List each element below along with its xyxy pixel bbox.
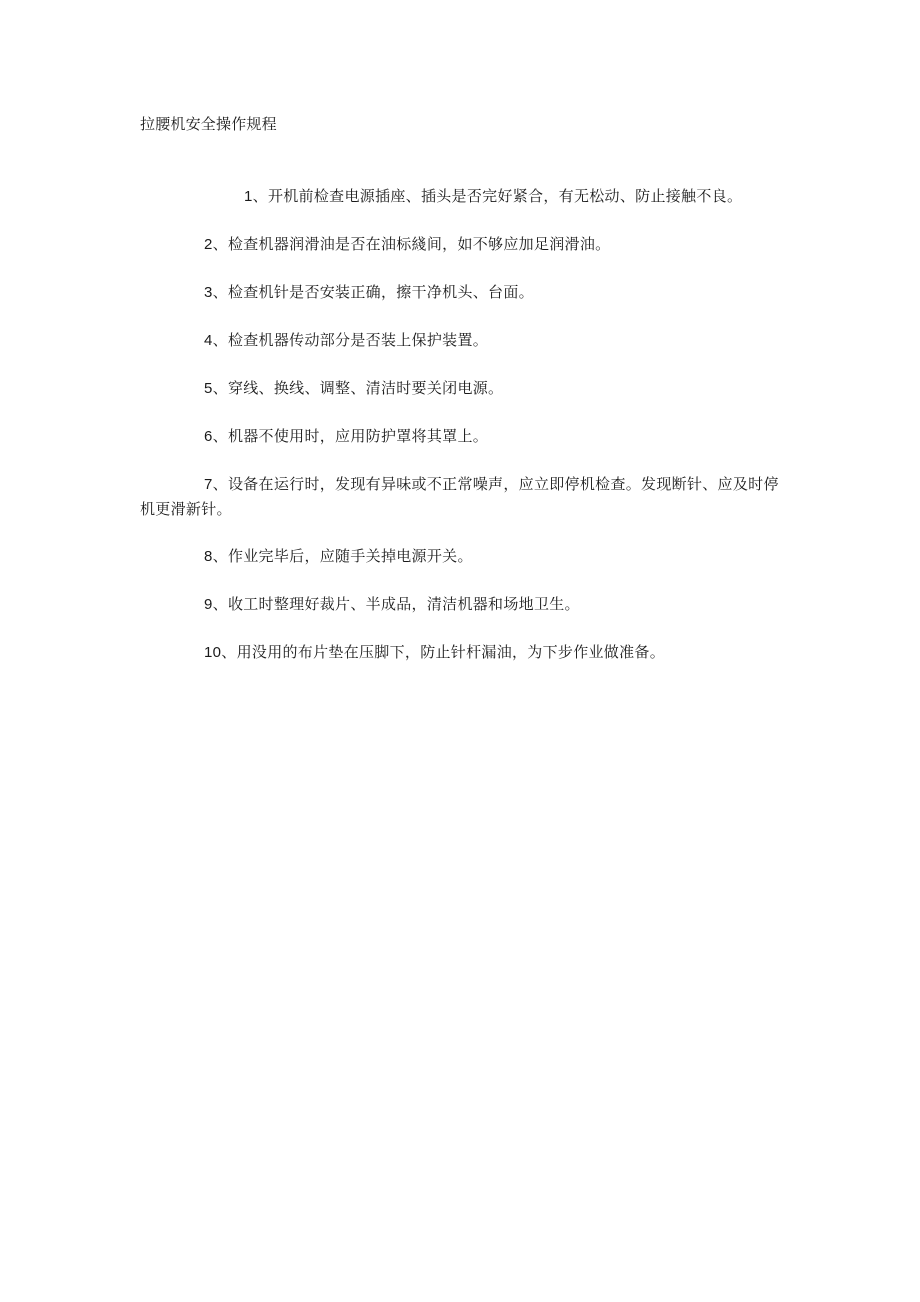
item-text: 、作业完毕后，应随手关掉电源开关。 (212, 547, 473, 565)
procedure-item (140, 592, 785, 617)
procedure-item (140, 544, 785, 569)
item-text: 、检查机器润滑油是否在油标綫间，如不够应加足润滑油。 (212, 235, 611, 253)
item-text: 、设备在运行时，发现有异味或不正常噪声，应立即停机检查。发现断针、应及时停机更滑新针。 (140, 475, 779, 518)
procedure-list (140, 184, 785, 688)
item-number: 5 (204, 380, 213, 397)
item-number: 3 (204, 284, 213, 301)
item-number: 7 (204, 476, 213, 493)
item-text: 、检查机针是否安装正确，擦干净机头、台面。 (212, 283, 534, 301)
item-text: 、穿线、换线、调整、清洁时要关闭电源。 (212, 379, 504, 397)
item-number: 6 (204, 428, 213, 445)
item-text: 、机器不使用时，应用防护罩将其罩上。 (212, 427, 489, 445)
procedure-item (140, 232, 785, 257)
item-text: 、检查机器传动部分是否装上保护装置。 (212, 331, 489, 349)
procedure-item (140, 328, 785, 353)
item-text: 、开机前检查电源插座、插头是否完好紧合，有无松动、防止接触不良。 (252, 187, 743, 205)
document-title: 拉腰机安全操作规程 (140, 115, 277, 133)
item-number: 4 (204, 332, 213, 349)
procedure-item (140, 472, 785, 521)
item-number: 9 (204, 596, 213, 613)
item-number: 1 (244, 188, 253, 205)
procedure-item (140, 376, 785, 401)
procedure-item (140, 280, 785, 305)
procedure-item (140, 184, 785, 209)
item-text: 、用没用的布片垫在压脚下，防止针杆漏油，为下步作业做准备。 (221, 643, 665, 661)
item-number: 8 (204, 548, 213, 565)
item-number: 10 (204, 644, 222, 661)
procedure-item (140, 640, 785, 665)
item-text: 、收工时整理好裁片、半成品，清洁机器和场地卫生。 (212, 595, 580, 613)
procedure-item (140, 424, 785, 449)
item-number: 2 (204, 236, 213, 253)
